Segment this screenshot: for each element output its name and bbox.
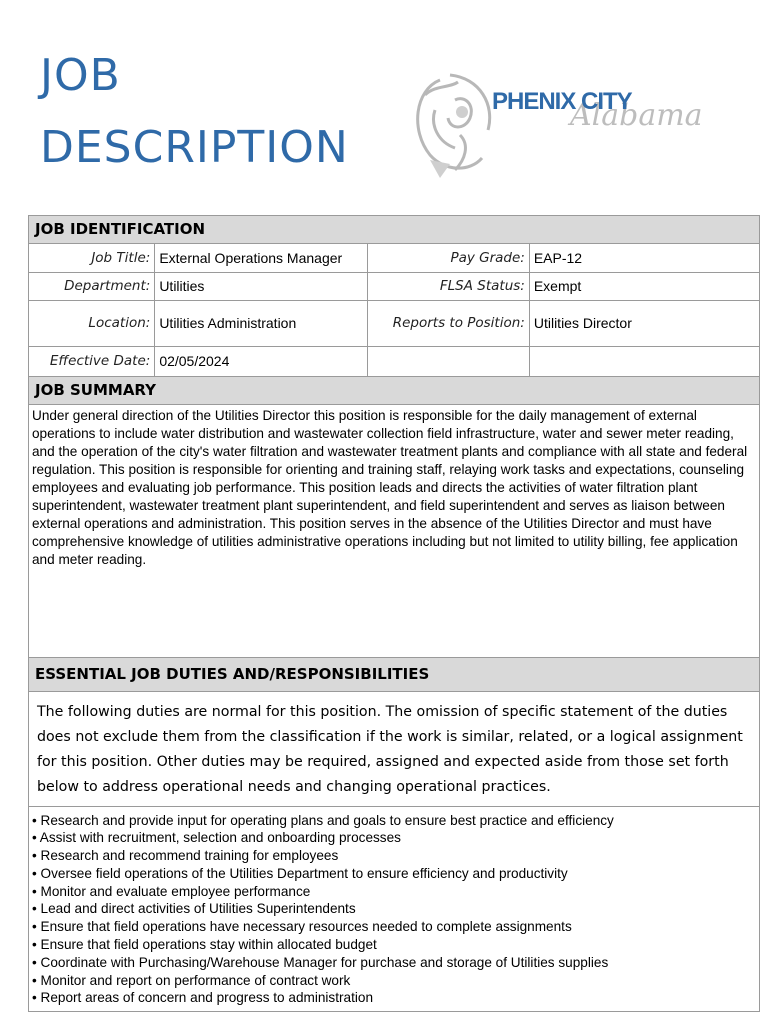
list-item: • Research and recommend training for employees [32,848,339,864]
phoenix-emblem-icon [410,60,500,190]
effective-date-value: 02/05/2024 [155,346,368,376]
location-value: Utilities Administration [155,300,368,346]
job-title-label: Job Title: [29,244,155,272]
job-title-value: External Operations Manager [155,244,368,272]
list-item: • Coordinate with Purchasing/Warehouse Manager for purchase and storage of Utilities supplies [32,954,609,970]
reports-to-value: Utilities Director [529,300,759,346]
list-item: • Ensure that field operations have necessary resources needed to complete assignments [32,919,572,935]
flsa-label: FLSA Status: [368,272,530,300]
logo-city-text: PHENIX CITY [492,88,632,115]
list-item: • Monitor and evaluate employee performance [32,883,311,899]
empty-cell [529,346,759,376]
table-row [29,300,759,346]
reports-to-label: Reports to Position: [368,300,530,346]
list-item: • Research and provide input for operating plans and goals to ensure best practice and efficiency [32,812,614,828]
list-item: • Lead and direct activities of Utilities Superintendents [32,901,356,917]
duties-heading: ESSENTIAL JOB DUTIES AND/RESPONSIBILITIES [29,658,759,692]
table-row [29,272,759,300]
flsa-value: Exempt [529,272,759,300]
department-value: Utilities [155,272,368,300]
summary-text: Under general direction of the Utilities Director this position is responsible for the daily management of external operations to include water distribution and wastewater collection field infrastructure, water and sewer meter reading, and the operation of the city's water filtration and wastewater treatment plants and compliance with all state and federal regulation. This position is responsible for orienting and training staff, relaying work tasks and expectations, counseling employees and evaluating job performance. This position leads and directs the activities of water filtration plant superintendent, wastewater treatment plant superintendent, and field superintendent and serves as liaison between external operations and administration. This position serves in the absence of the Utilities Director and must have comprehensive knowledge of utilities administrative operations including but not limited to utility billing, fee application and meter reading. [29,405,759,658]
identification-heading: JOB IDENTIFICATION [29,216,759,244]
title-line-2: DESCRIPTION [40,122,349,173]
list-item: • Assist with recruitment, selection and onboarding processes [32,830,401,846]
empty-cell [368,346,530,376]
list-item: • Ensure that field operations stay within allocated budget [32,937,377,953]
location-label: Location: [29,300,155,346]
city-logo [410,60,703,190]
identification-table [29,244,759,377]
list-item: • Oversee field operations of the Utilities Department to ensure efficiency and productivity [32,865,568,881]
department-label: Department: [29,272,155,300]
job-description-form [28,215,760,1012]
document-title [40,40,349,184]
title-line-1: JOB [40,50,121,101]
pay-grade-value: EAP-12 [529,244,759,272]
logo-state-text: Alabama [570,98,703,133]
pay-grade-label: Pay Grade: [368,244,530,272]
list-item: • Monitor and report on performance of contract work [32,972,351,988]
list-item: • Report areas of concern and progress to administration [32,990,374,1006]
duties-intro: The following duties are normal for this position. The omission of specific statement of the duties does not exclude them from the classification if the work is similar, related, or a logical assignment for this position. Other duties may be required, assigned and expected aside from those set forth below to address operational needs and changing operational practices. [29,692,759,807]
table-row [29,346,759,376]
duties-list [29,807,759,1012]
summary-heading: JOB SUMMARY [29,377,759,405]
effective-date-label: Effective Date: [29,346,155,376]
table-row [29,244,759,272]
